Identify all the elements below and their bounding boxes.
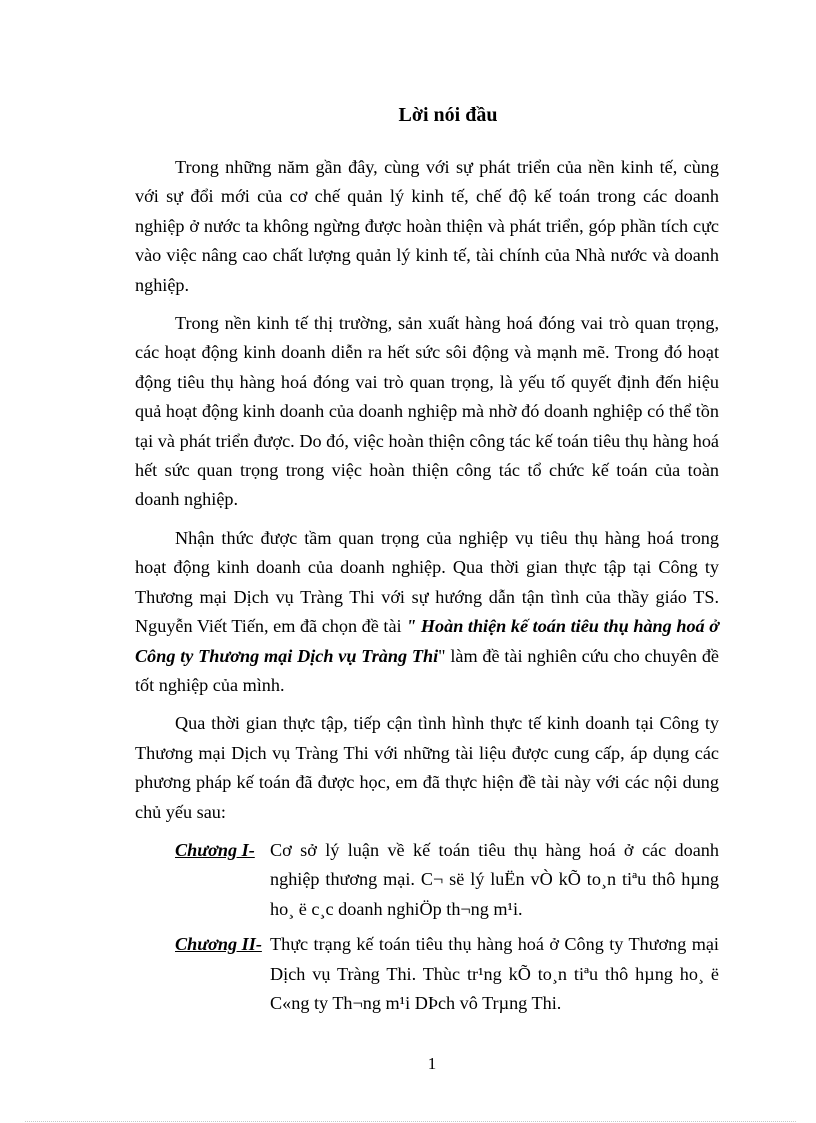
chapter-description: Thực trạng kế toán tiêu thụ hàng hoá ở Công ty Thương mại Dịch vụ Tràng Thi. Thùc tr¹ng kÕ to¸n tiªu thô hµng ho¸ ë C«ng ty Th¬ng m¹i DÞch vô Trµng Thi.: [270, 934, 719, 1013]
paragraph-4: Qua thời gian thực tập, tiếp cận tình hình thực tế kinh doanh tại Công ty Thương mại Dịch vụ Tràng Thi với những tài liệu được cung cấp, áp dụng các phương pháp kế toán đã được học, em đã thực hiện đề tài này với các nội dung chủ yếu sau:: [135, 713, 719, 822]
document-body: [135, 153, 719, 1024]
chapter-description: Cơ sở lý luận về kế toán tiêu thụ hàng hoá ở các doanh nghiệp thương mại. C¬ së lý luËn vÒ kÕ to¸n tiªu thô hµng ho¸ ë c¸c doanh nghiÖp th¬ng m¹i.: [270, 839, 719, 919]
paragraph-2: Trong nền kinh tế thị trường, sản xuất hàng hoá đóng vai trò quan trọng, các hoạt động kinh doanh diễn ra hết sức sôi động và mạnh mẽ. Trong đó hoạt động tiêu thụ hàng hoá đóng vai trò quan trọng, là yếu tố quyết định đến hiệu quả hoạt động kinh doanh của doanh nghiệp mà nhờ đó doanh nghiệp có thể tồn tại và phát triển được. Do đó, việc hoàn thiện công tác kế toán tiêu thụ hàng hoá hết sức quan trọng trong việc hoàn thiện công tác tổ chức kế toán của toàn doanh nghiệp.: [135, 313, 719, 510]
page-bottom-divider: [25, 1121, 796, 1122]
thesis-topic: " Hoàn thiện kế toán tiêu thụ hàng hoá ở Công ty Thương mại Dịch vụ Tràng Thi: [135, 616, 719, 666]
paragraph-1: Trong những năm gần đây, cùng với sự phát triển của nền kinh tế, cùng với sự đổi mới của cơ chế quản lý kinh tế, chế độ kế toán trong các doanh nghiệp ở nước ta không ngừng được hoàn thiện và phát triển, góp phần tích cực vào việc nâng cao chất lượng quản lý kinh tế, tài chính của Nhà nước và doanh nghiệp.: [135, 157, 719, 295]
page-number: 1: [427, 1054, 437, 1073]
paragraph-3: [135, 524, 719, 700]
paragraph-3-tail: " làm đề tài nghiên cứu cho chuyên đề tốt nghiệp của mình.: [135, 645, 719, 695]
paragraph-3-text: Nhận thức được tầm quan trọng của nghiệp vụ tiêu thụ hàng hoá trong hoạt động kinh doanh của doanh nghiệp. Qua thời gian thực tập tại Công ty Thương mại Dịch vụ Tràng Thi với sự hướng dẫn tận tình của thầy giáo TS. Nguyễn Viết Tiến, em đã chọn đề tài: [135, 527, 719, 637]
chapter-label: Chương II-: [175, 934, 262, 955]
chapter-item-2: [175, 930, 719, 1018]
chapter-label: Chương I-: [175, 839, 255, 860]
chapter-item-1: [175, 836, 719, 924]
page-title: Lời nói đầu: [398, 104, 498, 126]
